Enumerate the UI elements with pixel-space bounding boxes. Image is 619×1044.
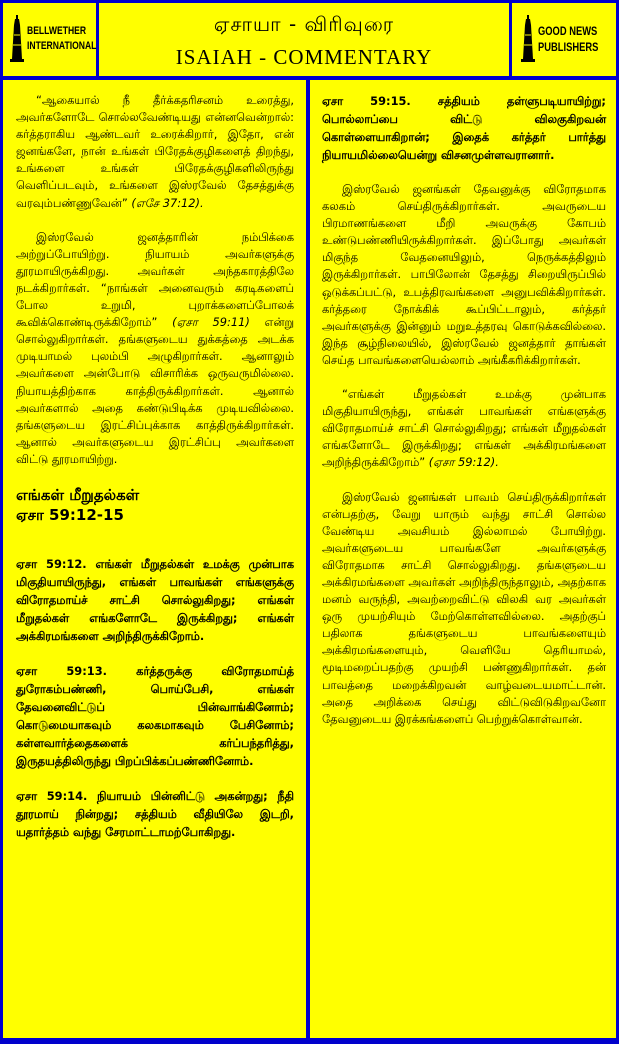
verse-paragraph: ஏசா 59:13. கர்த்தருக்கு விரோதமாய்த் துரோகம்பண்ணி, பொய்பேசி, எங்கள் தேவனைவிட்டுப் பின்வாங்கினோம்; கொடுமையாகவும் கலகமாகவும் பேசினோம்; கள்ளவார்த்தைகளைக் கர்ப்பந்தரித்து, இருதயத்திலிருந்து பிறப்பிக்கப்பண்ணினோம். (16, 663, 294, 768)
title-box (99, 3, 509, 76)
scripture-reference: (எசே 37:12). (131, 195, 204, 210)
verse-paragraph: ஏசா 59:15. சத்தியம் தள்ளுபடியாயிற்று; பொல்லாப்பை விட்டு விலகுகிறவன் கொள்ளையாகிறான்; இதைக் கர்த்தர் பார்த்து நியாயமில்லையென்று விசனமுள்ளவரானார். (322, 94, 606, 162)
verse-paragraph: ஏசா 59:12. எங்கள் மீறுதல்கள் உமக்கு முன்பாக மிகுதியாயிருந்து, எங்கள் பாவங்கள் எங்களுக்கு விரோதமாய்ச் சாட்சி சொல்லுகிறது; எங்கள் மீறுதல்கள் எங்களோடே இருக்கிறது; எங்கள் அக்கிரமங்களை அறிந்திருக்கிறோம். (16, 556, 294, 643)
commentary-paragraph (16, 229, 294, 468)
scripture-reference: (ஏசா 59:12). (428, 455, 499, 470)
commentary-paragraph: இஸ்ரவேல் ஜனங்கள் பாவம் செய்திருக்கிறார்கள் என்பதற்கு, வேறு யாரும் வந்து சாட்சி சொல்ல வேண்டிய அவசியம் இல்லாமல் போயிற்று. அவர்களுடைய பாவங்களே அவர்களுக்கு விரோதமாக சாட்சி சொல்லுகிறது. தங்களுடைய அக்கிரமங்களை அவர்கள் அறிந்திருந்தாலும், அதற்காக மனம் வருந்தி, அவற்றைவிட்டு விலகி வர அவர்கள் ஒரு முயற்சியும் மேற்கொள்ளவில்லை. அதற்குப் பதிலாக தங்களுடைய பாவங்களையும் அக்கிரமங்களையும், வெளியே தெரியாமல், மூடிமறைப்பதற்கு முயற்சி பண்ணுகிறார்கள். தன் பாவத்தை மறைக்கிறவன் வாழ்வடையமாட்டான். அதை அறிக்கை செய்து விட்டுவிடுகிறவனோ தேவனுடைய இரக்கங்களைப் பெற்றுக்கொள்வான். (322, 489, 606, 726)
verse-paragraph: ஏசா 59:14. நியாயம் பின்னிட்டு அகன்றது; நீதி தூரமாய் நின்றது; சத்தியம் வீதியிலே இடறி, யதார்த்தம் வந்து சேரமாட்டாமற்போகிறது. (16, 788, 294, 839)
page-title-english: ISAIAH - COMMENTARY (175, 45, 433, 69)
commentary-paragraph: இஸ்ரவேல் ஜனங்கள் தேவனுக்கு விரோதமாக கலகம் செய்திருக்கிறார்கள். அவருடைய பிரமாணங்களை மீறி அவருக்கு கோபம் உண்டுபண்ணியிருக்கிறார்கள். இப்போது அவர்கள் மிகுந்த வேதனையிலும், நெருக்கத்திலும் இருக்கிறார்கள். பாபிலோன் தேசத்து சிறையிருப்பில் ஒடுக்கப்பட்டு, உபத்திரவங்களை அனுபவிக்கிறார்கள். கர்த்தரை நோக்கிக் கூப்பிட்டாலும், கர்த்தர் அவர்களுக்கு இன்னும் மறுஉத்தரவு கொடுக்கவில்லை. இந்த சூழ்நிலையில், இஸ்ரவேல் ஜனத்தார் தாங்கள் செய்த பாவங்களையெல்லாம் அங்கீகரிக்கிறார்கள். (322, 182, 606, 367)
bellwether-logo (3, 3, 96, 76)
commentary-text: என்று சொல்லுகிறார்கள். தங்களுடைய துக்கத்தை அடக்க முடியாமல் புலம்பி அழுகிறார்கள். ஆனாலும் அவர்களை அன்போடு விசாரிக்க ஒருவருமில்லை. நியாயத்திற்காக காத்திருக்கிறார்கள். ஆனால் அவர்களால் அதை கண்டுபிடிக்க முடியவில்லை. தங்களுடைய இரட்சிப்புக்காக காத்திருக்கிறார்கள். ஆனால் அவர்களுடைய இரட்சிப்பு அவர்களை விட்டு தூரமாயிற்று. (16, 315, 295, 466)
quote-paragraph (322, 386, 606, 471)
left-column (3, 80, 306, 1038)
good-news-logo (512, 3, 616, 76)
logo-right-line2: PUBLISHERS (538, 40, 599, 54)
scripture-reference: (ஏசா 59:11) (172, 315, 250, 330)
lighthouse-icon (9, 15, 25, 63)
right-column (310, 80, 616, 1038)
commentary-text: இஸ்ரவேல் ஜனத்தாரின் நம்பிக்கை அற்றுப்போயிற்று. நியாயம் அவர்களுக்கு தூரமாயிருக்கிறது. அவர்கள் அந்தகாரத்திலே நடக்கிறார்கள். “நாங்கள் அனைவரும் கரடிகளைப் போல உறுமி, புறாக்களைப்போலக் கூவிக்கொண்டிருக்கிறோம்” (16, 229, 294, 330)
section-heading (16, 485, 294, 525)
page-title-tamil: ஏசாயா - விரிவுரை (213, 12, 395, 36)
section-reference: ஏசா 59:12-15 (16, 505, 124, 524)
logo-right-line1: GOOD NEWS (538, 24, 598, 38)
lighthouse-icon (520, 15, 536, 63)
logo-left-line1: BELLWETHER (27, 25, 87, 37)
quote-text: “எங்கள் மீறுதல்கள் உமக்கு முன்பாக மிகுதியாயிருந்து, எங்கள் பாவங்கள் எங்களுக்கு விரோதமாய்ச் சாட்சி சொல்லுகிறது; எங்கள் மீறுதல்கள் எங்களோடே இருக்கிறது; எங்கள் அக்கிரமங்களை அறிந்திருக்கிறோம்” (322, 387, 606, 470)
logo-left-line2: INTERNATIONAL (27, 40, 97, 52)
section-title: எங்கள் மீறுதல்கள் (16, 485, 140, 504)
quote-paragraph (16, 92, 294, 212)
quote-text: “ஆகையால் நீ தீர்க்கதரிசனம் உரைத்து, அவர்களோடே சொல்லவேண்டியது என்னவென்றால்: கர்த்தராகிய ஆண்டவர் உரைக்கிறார், இதோ, என் ஜனங்களே, நான் உங்கள் பிரேதக்குழிகளைத் திறந்து, உங்களை உங்கள் பிரேதக்குழிகளிலிருந்து வெளிப்படவும், உங்களை இஸ்ரவேல் தேசத்துக்கு வரவும்பண்ணுவேன்” (16, 93, 294, 210)
